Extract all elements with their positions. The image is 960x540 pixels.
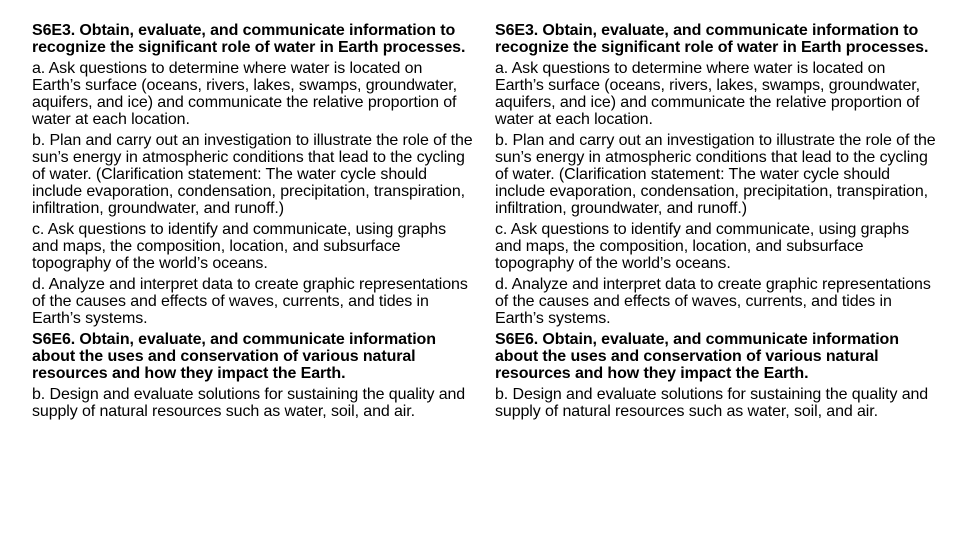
standards-column-left <box>32 22 474 424</box>
element-a: a. Ask questions to determine where water is located on Earth’s surface (oceans, rivers, lakes, swamps, groundwater, aquifers, and ice) and communicate the relative proportion of water at each location. <box>32 60 458 128</box>
element-a: a. Ask questions to determine where water is located on Earth’s surface (oceans, rivers, lakes, swamps, groundwater, aquifers, and ice) and communicate the relative proportion of water at each location. <box>495 60 921 128</box>
standard-heading-s6e6: S6E6. Obtain, evaluate, and communicate information about the uses and conservation of various natural resources and how they impact the Earth. <box>32 331 436 382</box>
element-b: b. Plan and carry out an investigation to illustrate the role of the sun’s energy in atmospheric conditions that lead to the cycling of water. (Clarification statement: The water cycle should include evaporation, condensation, precipitation, transpiration, infiltration, groundwater, and runoff.) <box>32 132 473 217</box>
standard-heading-s6e3: S6E3. Obtain, evaluate, and communicate information to recognize the significant role of water in Earth processes. <box>32 22 466 56</box>
standards-column-right <box>495 22 937 424</box>
element-b: b. Plan and carry out an investigation to illustrate the role of the sun’s energy in atmospheric conditions that lead to the cycling of water. (Clarification statement: The water cycle should include evaporation, condensation, precipitation, transpiration, infiltration, groundwater, and runoff.) <box>495 132 936 217</box>
standard-heading-s6e3: S6E3. Obtain, evaluate, and communicate information to recognize the significant role of water in Earth processes. <box>495 22 929 56</box>
standard-heading-s6e6: S6E6. Obtain, evaluate, and communicate information about the uses and conservation of various natural resources and how they impact the Earth. <box>495 331 899 382</box>
element-b-resources: b. Design and evaluate solutions for sustaining the quality and supply of natural resources such as water, soil, and air. <box>32 386 466 420</box>
element-b-resources: b. Design and evaluate solutions for sustaining the quality and supply of natural resources such as water, soil, and air. <box>495 386 929 420</box>
element-c: c. Ask questions to identify and communicate, using graphs and maps, the composition, location, and subsurface topography of the world’s oceans. <box>495 221 909 272</box>
element-d: d. Analyze and interpret data to create graphic representations of the causes and effects of waves, currents, and tides in Earth’s systems. <box>32 276 468 327</box>
element-c: c. Ask questions to identify and communicate, using graphs and maps, the composition, location, and subsurface topography of the world’s oceans. <box>32 221 446 272</box>
element-d: d. Analyze and interpret data to create graphic representations of the causes and effects of waves, currents, and tides in Earth’s systems. <box>495 276 931 327</box>
